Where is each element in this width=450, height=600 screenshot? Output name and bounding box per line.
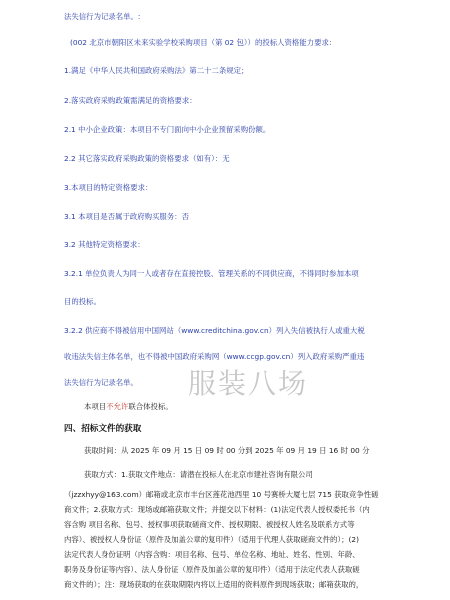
- text-line: 3.2.1 单位负责人为同一人或者存在直接控股、管理关系的不同供应商，不得同时参加本项: [64, 269, 359, 278]
- text-line: 法定代表人身份证明（内容含购：项目名称、包号、单位名称、地址、姓名、性别、年龄、: [64, 550, 360, 559]
- joint-bid-line: [84, 402, 173, 412]
- text-line: 3.1 本项目是否属于政府购买服务：否: [64, 212, 189, 221]
- text-line: 收违法失信主体名单，也不得被中国政府采购网（www.ccgp.gov.cn）列入政府采购严重违: [64, 352, 365, 361]
- text-line: 2.落实政府采购政策需满足的资格要求：: [64, 96, 197, 105]
- text-line: 内容）、被授权人身份证（原件及加盖公章的复印件）（适用于代理人获取磋商文件的）；(2): [64, 535, 359, 544]
- text-line: 3.本项目的特定资格要求：: [64, 183, 153, 192]
- text-line: 法失信行为记录名单。:: [64, 12, 141, 21]
- text-line: 法失信行为记录名单。: [64, 378, 138, 387]
- watermark: 服装八场: [188, 367, 309, 400]
- text-line: 商文件；2.获取方式：现场或邮箱获取文件；并提交以下材料：(1)法定代表人授权委托书（内: [64, 505, 370, 514]
- text-line: 职务及身份证等内容）、法人身份证（原件及加盖公章的复印件）（适用于法定代表人获取磋: [64, 565, 360, 574]
- text-line: 目的投标。: [64, 297, 101, 306]
- joint-prefix: 本项目: [84, 402, 107, 411]
- text-line: 商文件的）；注：现场获取的在获取期限内将以上适用的资料原件到现场获取；邮箱获取的，: [64, 580, 364, 589]
- text-line: 容含购 项目名称、包号、授权事项获取磋商文件、授权期限、被授权人姓名及联系方式等: [64, 520, 355, 529]
- text-line: （jzzxhyy@163.com）邮箱或北京市丰台区莲花池西里 10 号赛桥大厦七层 715 获取竞争性磋: [64, 490, 379, 499]
- text-line: 3.2.2 供应商不得被信用中国网站（www.creditchina.gov.cn）列入失信被执行人或重大税: [64, 326, 365, 335]
- text-line: (002 北京市朝阳区未来实验学校采购项目（第 02 包））的投标人资格能力要求：: [70, 38, 337, 47]
- text-line: 2.2 其它落实政府采购政策的资格要求（如有）：无: [64, 154, 230, 163]
- section-heading: 四、招标文件的获取: [64, 424, 142, 434]
- joint-suffix: 联合体投标。: [128, 402, 173, 411]
- text-line: 获取方式：1.获取文件地点：请潜在投标人在北京市建社咨询有限公司: [84, 470, 313, 479]
- text-line: 2.1 中小企业政策：本项目不专门面向中小企业预留采购份额。: [64, 125, 271, 134]
- joint-red-text: 不允许: [106, 402, 129, 411]
- text-line: 获取时间：从 2025 年 09 月 15 日 09 时 00 分到 2025 年 09 月 19 日 16 时 00 分: [84, 446, 370, 455]
- text-line: 1.满足《中华人民共和国政府采购法》第二十二条规定；: [64, 66, 249, 75]
- text-line: 3.2 其他特定资格要求：: [64, 240, 145, 249]
